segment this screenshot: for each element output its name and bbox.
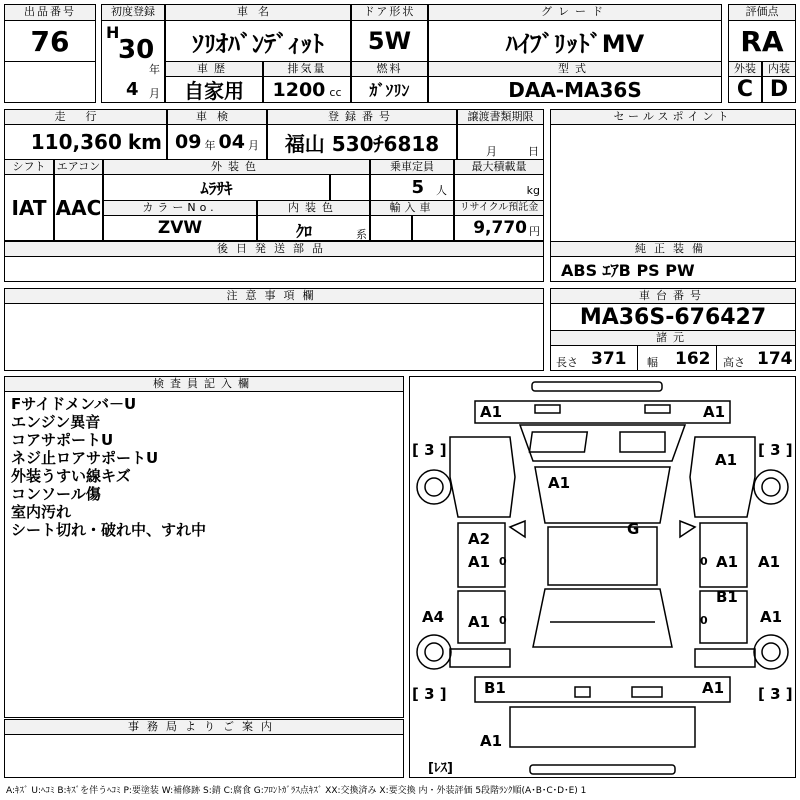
int-color-box <box>257 215 370 241</box>
car-name: ｿﾘｵﾊﾞﾝﾃﾞｨｯﾄ <box>165 20 351 62</box>
shift-value: IAT <box>4 174 54 241</box>
model-value: DAA-MA36S <box>428 76 722 103</box>
lot-number: 76 <box>4 20 96 62</box>
first-reg-box <box>101 20 165 103</box>
plate-label: 登録番号 <box>267 109 457 125</box>
genuine-equip-value: ABS ｴｱB PS PW <box>550 256 796 282</box>
sales-point-box <box>550 124 796 242</box>
max-load-label: 最大積載量 <box>454 159 544 175</box>
int-color-value: ｸﾛ <box>296 222 313 241</box>
damage-mark: A1 <box>702 679 725 697</box>
damage-mark: B1 <box>484 679 506 697</box>
era: H <box>106 23 120 42</box>
damage-mark: A1 <box>480 403 503 421</box>
aircon-label: エアコン <box>54 159 103 175</box>
office-box <box>4 734 404 778</box>
remark-line: エンジン異音 <box>11 413 101 431</box>
displacement-value: 1200 <box>272 78 326 101</box>
remark-line: ネジ止ロアサポートU <box>11 449 159 467</box>
interior-label: 内装 <box>762 61 796 77</box>
inspector-label: 検査員記入欄 <box>4 376 404 392</box>
inspection-box <box>167 124 267 160</box>
max-load-box <box>454 174 544 201</box>
damage-mark: A1 <box>758 553 781 571</box>
spec-divider-2 <box>716 345 717 371</box>
length-value: 371 <box>591 349 627 369</box>
ext-color-label: 外装色 <box>103 159 370 175</box>
zero-mark: 0 <box>700 614 708 627</box>
lot-blank <box>4 61 96 103</box>
int-color-suffix: 系 <box>356 228 367 241</box>
aircon-value: AAC <box>54 174 103 241</box>
recycle-value: 9,770 <box>473 218 527 238</box>
reg-month: 4 <box>126 79 139 100</box>
fuel-value: ｶﾞｿﾘﾝ <box>351 76 428 103</box>
inspection-year-unit: 年 <box>204 139 216 152</box>
zero-mark: 0 <box>700 555 708 568</box>
notes-label: 注意事項欄 <box>4 288 544 304</box>
damage-mark: B1 <box>716 588 738 606</box>
height-value: 174 <box>757 349 793 369</box>
import-box-1 <box>370 215 412 241</box>
recycle-box <box>454 215 544 241</box>
displacement-label: 排気量 <box>263 61 351 77</box>
ext-color-blank <box>330 174 370 201</box>
exterior-label: 外装 <box>728 61 762 77</box>
mileage-unit: km <box>127 130 162 154</box>
reg-month-unit: 月 <box>149 87 160 100</box>
damage-mark: A1 <box>715 451 738 469</box>
transfer-label: 譲渡書類期限 <box>457 109 544 125</box>
remark-line: Fサイドメンバ－U <box>11 395 137 413</box>
damage-mark: A2 <box>468 530 491 548</box>
transfer-box <box>457 124 544 160</box>
interior-value: D <box>762 76 796 103</box>
inspection-label: 車検 <box>167 109 267 125</box>
damage-mark: A1 <box>468 553 491 571</box>
car-diagram-frame <box>409 376 796 778</box>
transfer-month-unit: 月 <box>486 145 497 158</box>
lot-label: 出品番号 <box>4 4 96 21</box>
remark-line: コンソール傷 <box>11 485 101 503</box>
chassis-value: MA36S-676427 <box>550 303 796 331</box>
damage-mark: G <box>627 520 640 538</box>
mileage-box <box>4 124 167 160</box>
capacity-unit: 人 <box>436 183 447 197</box>
first-reg-label: 初度登録 <box>101 4 165 21</box>
chassis-label: 車台番号 <box>550 288 796 304</box>
mileage-value: 110,360 <box>30 130 122 154</box>
score-label: 評価点 <box>728 4 796 21</box>
capacity-box <box>370 174 454 201</box>
damage-mark: A1 <box>716 553 739 571</box>
side-label: [ 3 ] <box>758 441 793 459</box>
inspector-remarks <box>4 391 404 718</box>
exterior-value: C <box>728 76 762 103</box>
remark-line: 室内汚れ <box>11 503 72 521</box>
grade-label: グレード <box>428 4 722 21</box>
import-label: 輸入車 <box>370 200 454 216</box>
side-label: [ 3 ] <box>758 685 793 703</box>
specs-box <box>550 345 796 371</box>
recycle-unit: 円 <box>529 224 540 238</box>
fuel-label: 燃料 <box>351 61 428 77</box>
plate-value: 福山 530ﾁ6818 <box>267 124 457 160</box>
damage-mark: A1 <box>548 474 571 492</box>
genuine-equip-label: 純正装備 <box>550 241 796 257</box>
reg-year: 30 <box>118 35 155 65</box>
grade-value: ﾊｲﾌﾞﾘｯﾄﾞMV <box>428 20 722 62</box>
later-parts-label: 後日発送部品 <box>4 241 544 257</box>
reg-year-unit: 年 <box>149 63 160 76</box>
score-value: RA <box>728 20 796 62</box>
side-label: [ 3 ] <box>412 685 447 703</box>
sales-point-label: セールスポイント <box>550 109 796 125</box>
history-value: 自家用 <box>165 76 263 103</box>
specs-label: 諸元 <box>550 330 796 346</box>
displacement-unit: cc <box>329 86 342 99</box>
damage-mark: A4 <box>422 608 445 626</box>
max-load-unit: kg <box>526 184 540 197</box>
later-parts-box <box>4 256 544 282</box>
mileage-label: 走行 <box>4 109 167 125</box>
model-label: 型式 <box>428 61 722 77</box>
width-label: 幅 <box>647 356 658 369</box>
remark-line: コアサポートU <box>11 431 114 449</box>
damage-mark: A1 <box>480 732 503 750</box>
capacity-value: 5 <box>411 177 424 198</box>
zero-mark: 0 <box>499 555 507 568</box>
width-value: 162 <box>675 349 711 369</box>
history-label: 車歴 <box>165 61 263 77</box>
remark-line: 外装うすい線キズ <box>11 467 131 485</box>
legend: A:ｷｽﾞ U:ﾍｺﾐ B:ｷｽﾞを伴うﾍｺﾐ P:要塗装 W:補修跡 S:錆 C:腐食 G:ﾌﾛﾝﾄｶﾞﾗｽ点ｷｽﾞ XX:交換済み X:要交換 内・外装評価 5段階ﾗﾝｸ順(A･B･C･D･E) 1 <box>6 786 587 796</box>
capacity-label: 乗車定員 <box>370 159 454 175</box>
office-label: 事務局よりご案内 <box>4 719 404 735</box>
height-label: 高さ <box>723 356 745 369</box>
import-box-2 <box>412 215 454 241</box>
damage-mark: A1 <box>760 608 783 626</box>
color-no-label: カラーNo. <box>103 200 257 216</box>
recycle-label: リサイクル預託金 <box>454 200 544 216</box>
shift-label: シフト <box>4 159 54 175</box>
inspection-month-unit: 月 <box>247 139 259 152</box>
length-label: 長さ <box>556 356 578 369</box>
side-label: [ 3 ] <box>412 441 447 459</box>
color-no-value: ZVW <box>103 215 257 241</box>
damage-mark: A1 <box>703 403 726 421</box>
notes-box <box>4 303 544 371</box>
doors-label: ドア形状 <box>351 4 428 21</box>
zero-mark: 0 <box>499 614 507 627</box>
doors-value: 5W <box>351 20 428 62</box>
displacement-box <box>263 76 351 103</box>
spec-divider-1 <box>637 345 638 371</box>
remark-line: シート切れ・破れ中、すれ中 <box>11 521 207 539</box>
damage-mark: A1 <box>468 613 491 631</box>
inspection-year: 09 <box>175 131 202 153</box>
car-name-label: 車名 <box>165 4 351 21</box>
inspection-month: 04 <box>218 131 245 153</box>
int-color-label: 内装色 <box>257 200 370 216</box>
ext-color-value: ﾑﾗｻｷ <box>103 174 330 201</box>
car-diagram <box>410 377 795 777</box>
less-label: [ﾚｽ] <box>428 761 453 776</box>
transfer-day-unit: 日 <box>528 145 539 158</box>
